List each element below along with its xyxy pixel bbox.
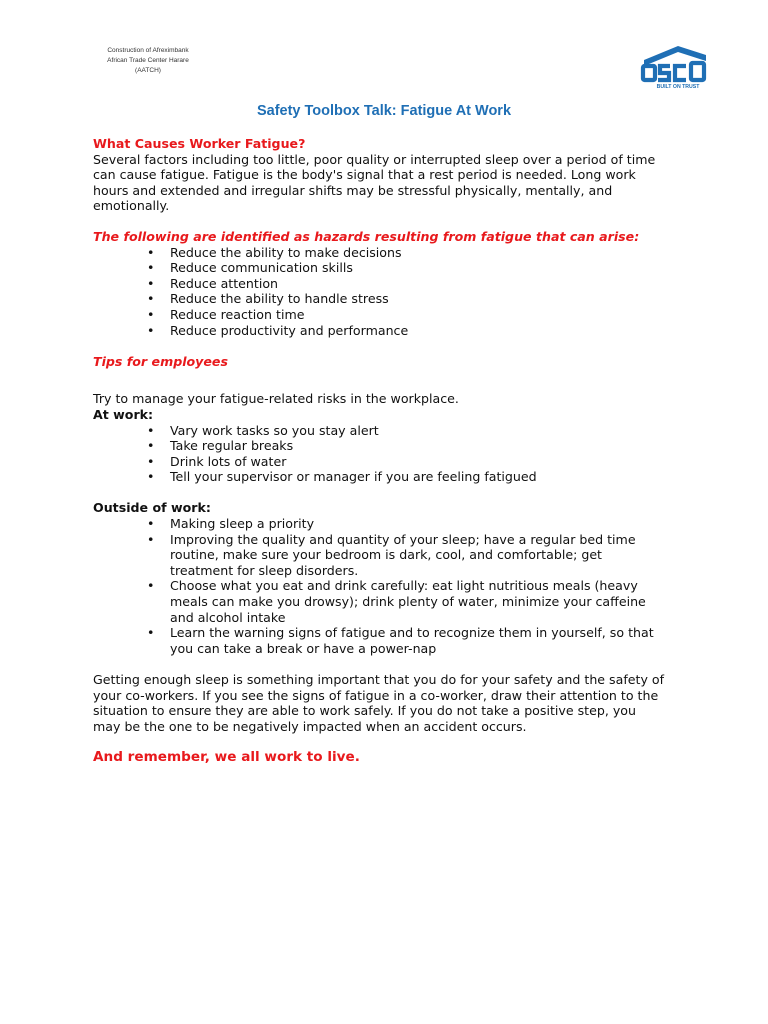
project-line: (AATCH) xyxy=(135,67,161,74)
list-item-line: treatment for sleep disorders. xyxy=(170,562,359,578)
list-item-line: meals can make you drowsy); drink plenty of water, minimize your caffeine xyxy=(170,594,646,610)
list-item-line: you can take a break or have a power-nap xyxy=(170,640,437,656)
list-item xyxy=(170,625,683,656)
list-item xyxy=(170,516,683,532)
list-item: • Reduce productivity and performance xyxy=(170,323,683,339)
list-item xyxy=(170,532,683,579)
conclusion-line: situation to ensure they are able to work safely. If you do not take a positive step, you xyxy=(93,703,636,719)
list-item-line: • Choose what you eat and drink carefully: eat light nutritious meals (heavy xyxy=(170,578,638,594)
tips-heading: Tips for employees xyxy=(93,353,228,369)
conclusion-line: Getting enough sleep is something important that you do for your safety and the safety of xyxy=(93,672,665,687)
causes-line: can cause fatigue. Fatigue is the body's signal that a rest period is needed. Long work xyxy=(93,167,636,183)
list-item-line: • Making sleep a priority xyxy=(170,516,315,532)
at-work-list xyxy=(93,423,683,485)
list-item: • Tell your supervisor or manager if you are feeling fatigued xyxy=(170,469,683,485)
list-item-line: • Learn the warning signs of fatigue and to recognize them in yourself, so that xyxy=(170,625,654,641)
conclusion-line: your co-workers. If you see the signs of fatigue in a co-worker, draw their attention to the xyxy=(93,687,659,703)
at-work-heading: At work: xyxy=(93,406,154,422)
causes-line: hours and extended and irregular shifts may be stressful physically, mentally, and xyxy=(93,182,613,198)
causes-heading: What Causes Worker Fatigue? xyxy=(93,136,306,151)
conclusion-line: may be the one to be negatively impacted when an accident occurs. xyxy=(93,718,527,734)
list-item-line: • Improving the quality and quantity of your sleep; have a regular bed time xyxy=(170,531,636,547)
list-item: • Drink lots of water xyxy=(170,454,683,470)
logo-tagline: BUILT ON TRUST xyxy=(656,84,700,90)
outside-work-heading: Outside of work: xyxy=(93,500,211,516)
logo-letters-icon xyxy=(643,63,704,80)
project-info xyxy=(100,46,196,76)
causes-line: emotionally. xyxy=(93,198,170,214)
list-item: • Reduce the ability to make decisions xyxy=(170,245,683,261)
list-item: • Vary work tasks so you stay alert xyxy=(170,423,683,439)
list-item xyxy=(170,578,683,625)
causes-line: Several factors including too little, poor quality or interrupted sleep over a period of time xyxy=(93,151,656,167)
list-item: • Reduce communication skills xyxy=(170,260,683,276)
list-item-line: routine, make sure your bedroom is dark, cool, and comfortable; get xyxy=(170,547,602,563)
outside-work-list xyxy=(93,516,683,656)
list-item-line: and alcohol intake xyxy=(170,609,286,625)
list-item: • Reduce reaction time xyxy=(170,307,683,323)
project-line: Construction of Afreximbank xyxy=(107,47,189,54)
list-item: • Take regular breaks xyxy=(170,438,683,454)
closing-statement: And remember, we all work to live. xyxy=(93,748,360,765)
tips-intro: Try to manage your fatigue-related risks in the workplace. xyxy=(93,391,459,407)
osco-logo xyxy=(638,44,712,90)
list-item: • Reduce attention xyxy=(170,276,683,292)
list-item: • Reduce the ability to handle stress xyxy=(170,291,683,307)
document-body xyxy=(93,136,683,766)
page-title: Safety Toolbox Talk: Fatigue At Work xyxy=(256,103,512,119)
hazards-heading: The following are identified as hazards resulting from fatigue that can arise: xyxy=(93,228,640,244)
hazards-list xyxy=(93,245,683,339)
project-line: African Trade Center Harare xyxy=(107,57,189,64)
